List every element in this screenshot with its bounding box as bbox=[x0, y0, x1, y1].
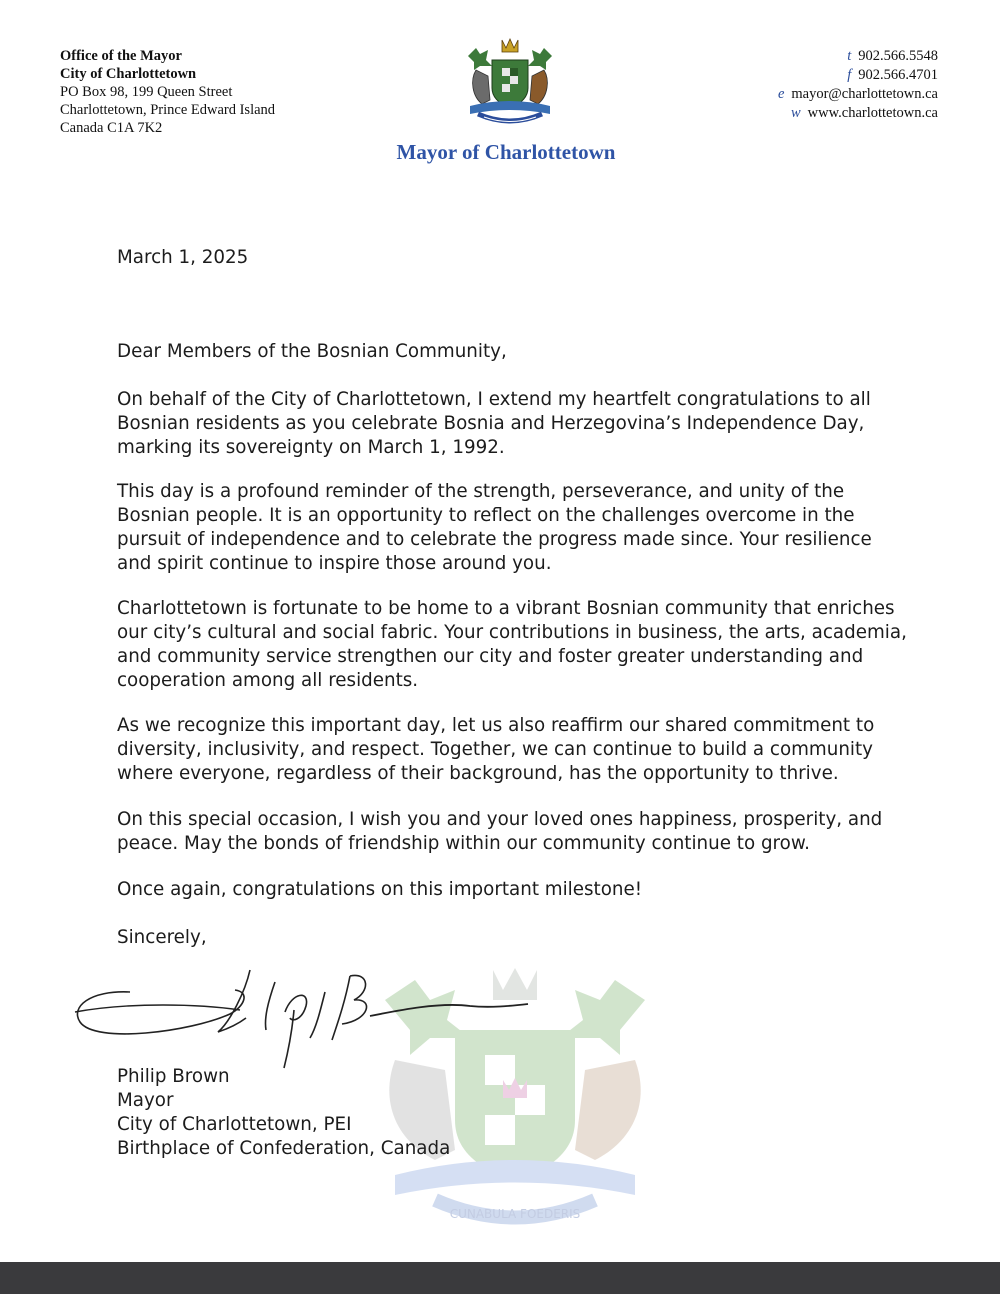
address-line: Canada C1A 7K2 bbox=[60, 120, 163, 136]
signer-title: Mayor bbox=[117, 1090, 174, 1111]
signer-name: Philip Brown bbox=[117, 1066, 230, 1087]
closing: Sincerely, bbox=[117, 927, 207, 948]
handwritten-signature bbox=[70, 962, 540, 1072]
contact-key: f bbox=[847, 67, 852, 83]
page-title: Mayor of Charlottetown bbox=[396, 140, 616, 164]
city-line: City of Charlottetown bbox=[60, 66, 197, 82]
contact-key: w bbox=[791, 105, 801, 121]
contact-key: t bbox=[847, 48, 852, 64]
contact-block bbox=[778, 47, 938, 123]
body-paragraph: Charlottetown is fortunate to be home to a vibrant Bosnian community that enriches our city’s cultural and social fabric. Your contributions in business, the arts, academia, and community service strengthen our city and foster greater understanding and cooperation among all residents. bbox=[117, 598, 907, 691]
address-line: PO Box 98, 199 Queen Street bbox=[60, 84, 233, 100]
body-paragraph: This day is a profound reminder of the strength, perseverance, and unity of the Bosnian people. It is an opportunity to reflect on the challenges overcome in the pursuit of independence and to celebrate the progress made since. Your resilience and spirit continue to inspire those around you. bbox=[117, 481, 872, 574]
sender-address-block bbox=[60, 47, 275, 137]
contact-key: e bbox=[777, 86, 785, 102]
contact-phone bbox=[778, 47, 938, 66]
phone-value: 902.566.5548 bbox=[858, 48, 938, 64]
body-paragraph: On this special occasion, I wish you and your loved ones happiness, prosperity, and peace. May the bonds of friendship within our community continue to grow. bbox=[117, 809, 883, 854]
body-paragraph: On behalf of the City of Charlottetown, I extend my heartfelt congratulations to all Bosnian residents as you celebrate Bosnia and Herzegovina’s Independence Day, marking its sovereignty on March 1, 1992. bbox=[117, 389, 871, 458]
crest-motto: CUNABULA FOEDERIS bbox=[449, 1207, 581, 1221]
footer-bar bbox=[0, 1262, 1000, 1294]
body-paragraph: Once again, congratulations on this important milestone! bbox=[117, 879, 643, 900]
contact-web bbox=[778, 104, 938, 123]
signer-tagline: Birthplace of Confederation, Canada bbox=[117, 1138, 451, 1159]
city-crest-logo bbox=[462, 36, 558, 128]
fax-value: 902.566.4701 bbox=[858, 67, 938, 83]
letter-date: March 1, 2025 bbox=[117, 247, 249, 268]
email-link[interactable]: mayor@charlottetown.ca bbox=[791, 86, 938, 102]
office-line: Office of the Mayor bbox=[60, 48, 182, 64]
signature-block bbox=[117, 1065, 907, 1161]
address-line: Charlottetown, Prince Edward Island bbox=[60, 102, 276, 118]
contact-fax bbox=[778, 66, 938, 85]
salutation: Dear Members of the Bosnian Community, bbox=[117, 341, 507, 362]
signer-city: City of Charlottetown, PEI bbox=[117, 1114, 352, 1135]
body-paragraph: As we recognize this important day, let us also reaffirm our shared commitment to diversity, inclusivity, and respect. Together, we can continue to build a community where everyone, regardless of their background, has the opportunity to thrive. bbox=[117, 715, 875, 784]
website-link[interactable]: www.charlottetown.ca bbox=[807, 105, 938, 121]
contact-email bbox=[778, 85, 938, 104]
